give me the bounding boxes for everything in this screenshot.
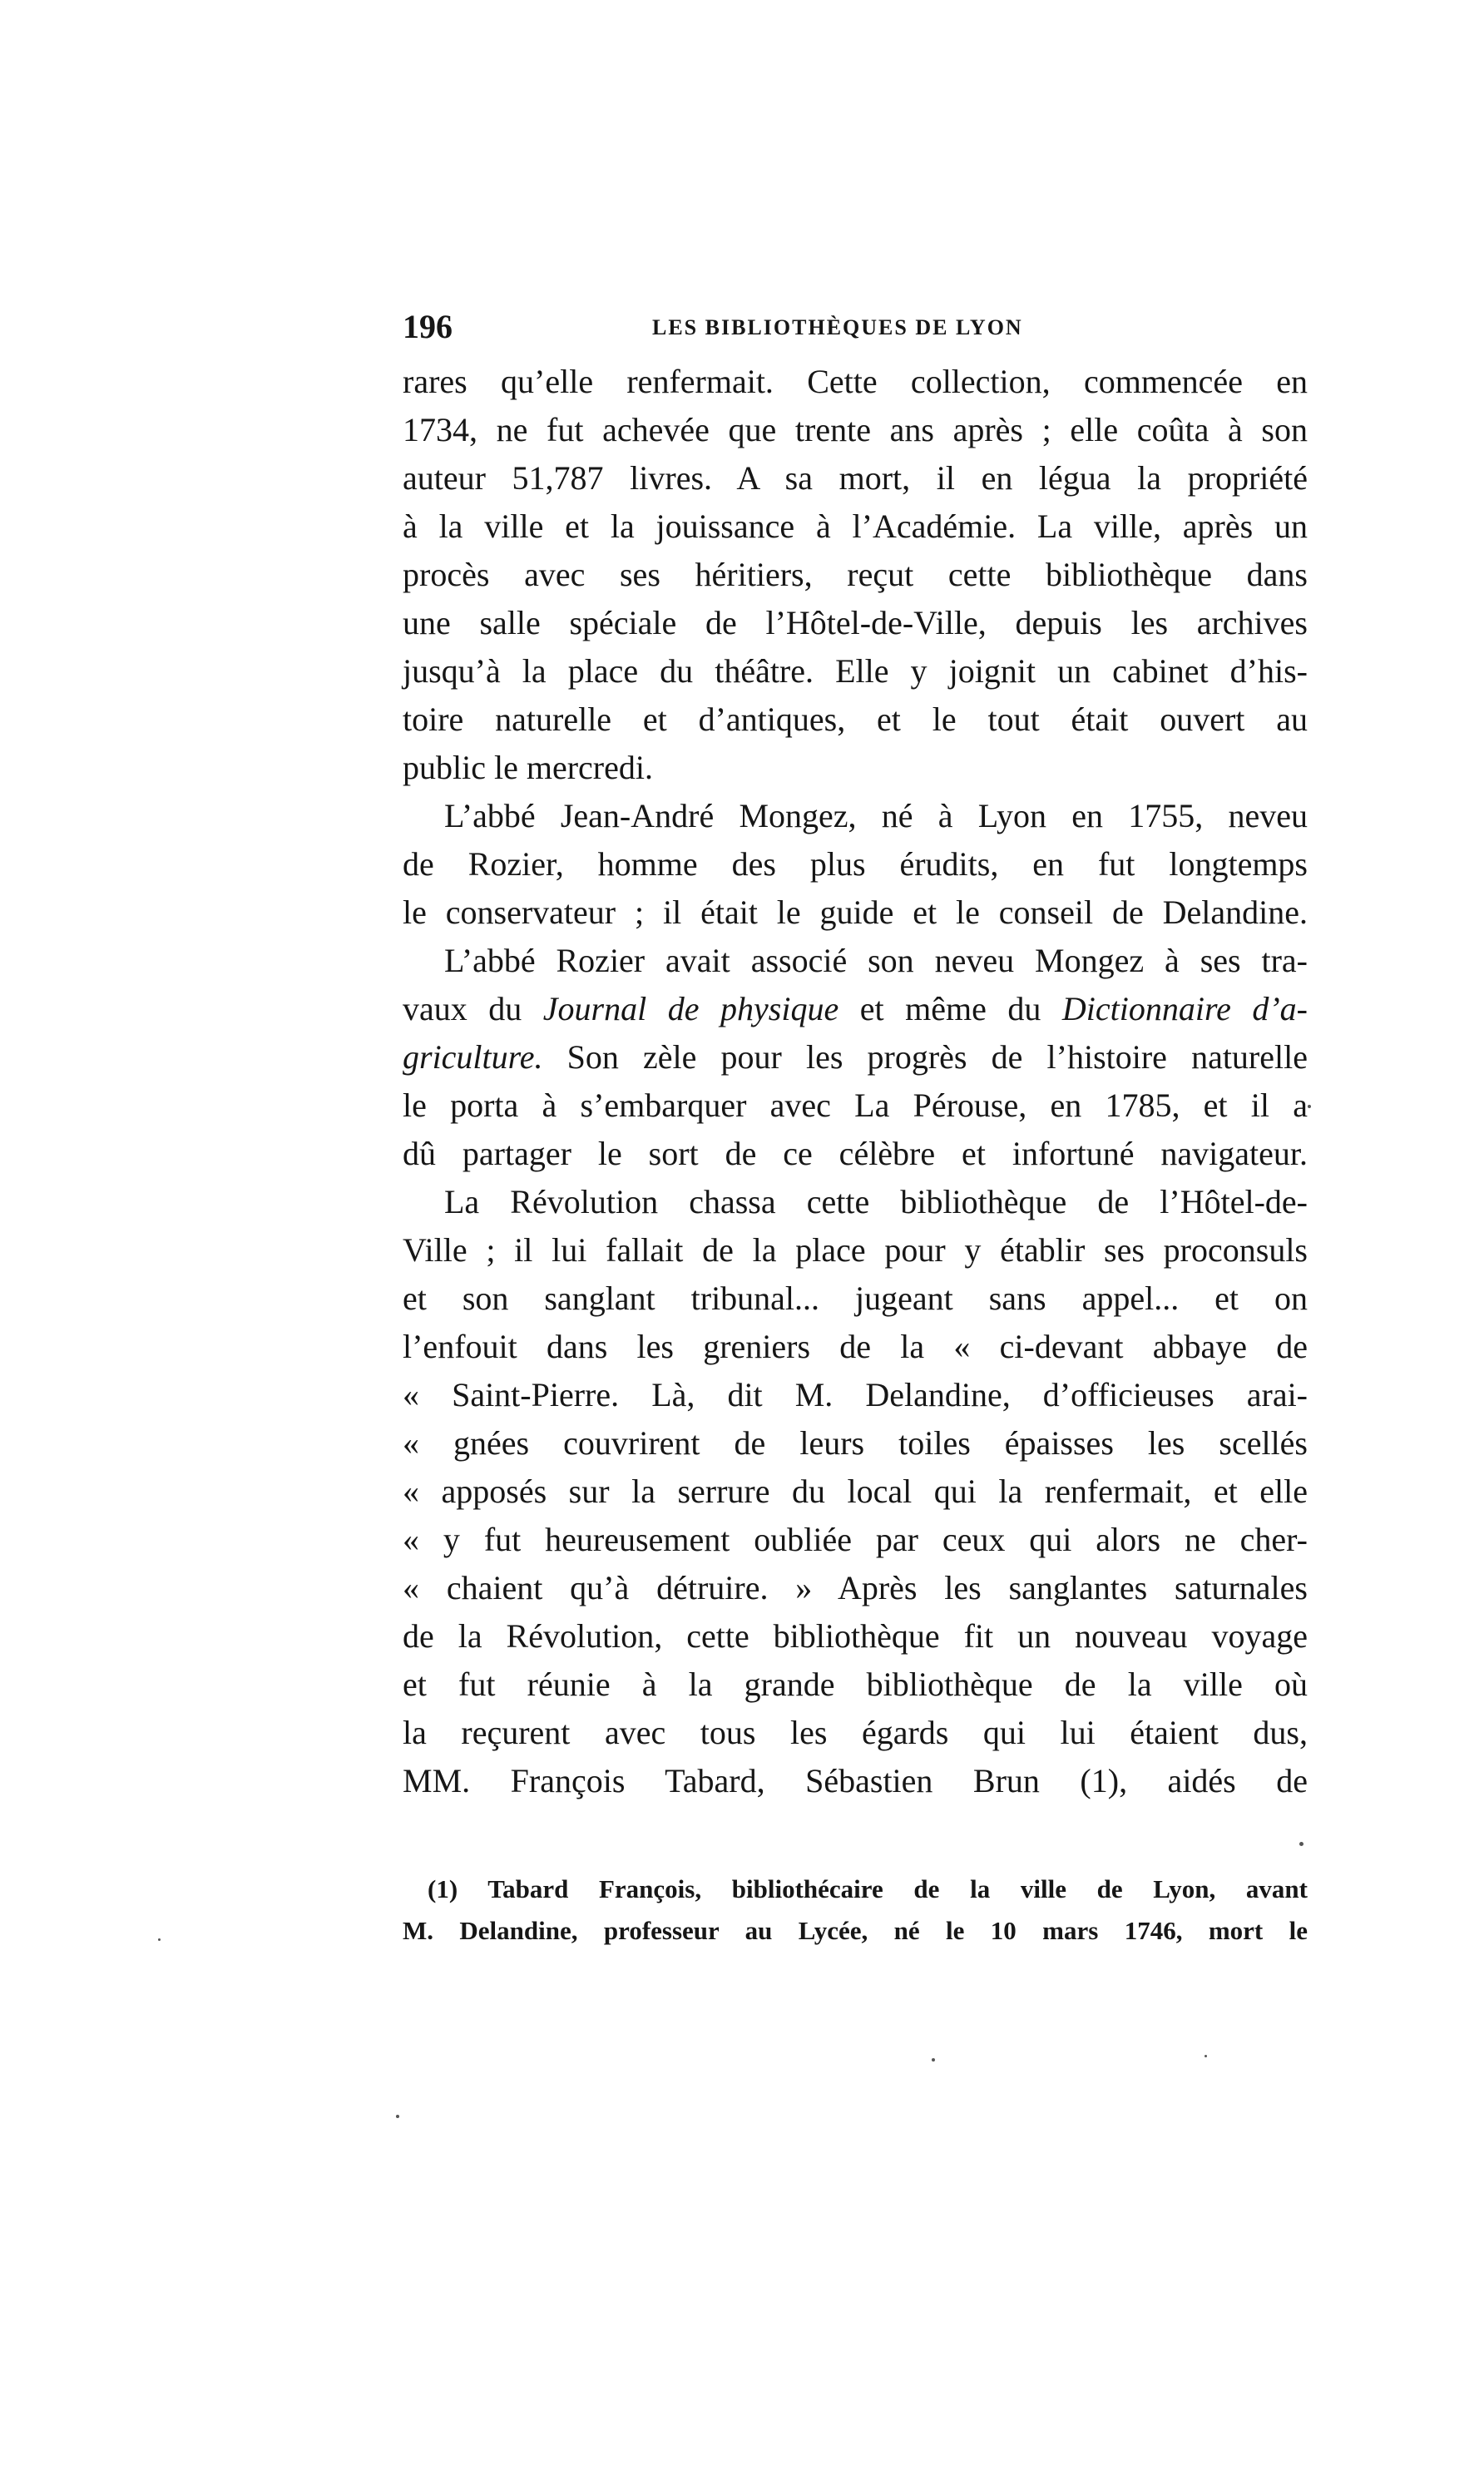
text-line: le porta à s’embarquer avec La Pérouse, en 1785, et il a <box>403 1086 1308 1124</box>
text-line: public le mercredi. <box>403 749 653 786</box>
text-line: L’abbé Rozier avait associé son neveu Mongez à ses tra- <box>444 942 1308 979</box>
text-line: de Rozier, homme des plus érudits, en fut longtemps <box>403 845 1308 883</box>
text-line: et fut réunie à la grande bibliothèque de la ville où <box>403 1666 1308 1703</box>
page-header <box>403 306 1308 348</box>
footnote <box>403 1869 1308 1952</box>
text-line: de la Révolution, cette bibliothèque fit un nouveau voyage <box>403 1617 1308 1655</box>
text-line: La Révolution chassa cette bibliothèque de l’Hôtel-de- <box>444 1183 1308 1220</box>
scan-speck <box>1308 1105 1311 1108</box>
text-line: « chaient qu’à détruire. » Après les sanglantes saturnales <box>403 1569 1308 1606</box>
text-line: à la ville et la jouissance à l’Académie. La ville, après un <box>403 507 1308 545</box>
text-line: procès avec ses héritiers, reçut cette bibliothèque dans <box>403 556 1308 593</box>
text-line: L’abbé Jean-André Mongez, né à Lyon en 1755, neveu <box>444 797 1308 834</box>
scan-speck <box>1299 1842 1303 1846</box>
text-line: Ville ; il lui fallait de la place pour y établir ses proconsuls <box>403 1231 1308 1269</box>
text-line: toire naturelle et d’antiques, et le tout était ouvert au <box>403 700 1308 738</box>
text-line: le conservateur ; il était le guide et le conseil de Delandine. <box>403 893 1308 931</box>
text-line: jusqu’à la place du théâtre. Elle y joignit un cabinet d’his- <box>403 652 1308 690</box>
text-line: MM. François Tabard, Sébastien Brun (1), aidés de <box>403 1762 1308 1799</box>
text-line: la reçurent avec tous les égards qui lui étaient dus, <box>403 1714 1308 1751</box>
text-line: « gnées couvrirent de leurs toiles épaisses les scellés <box>403 1424 1308 1462</box>
text-line: dû partager le sort de ce célèbre et infortuné navigateur. <box>403 1135 1308 1172</box>
scan-speck <box>1205 2055 1207 2057</box>
text-line: une salle spéciale de l’Hôtel-de-Ville, depuis les archives <box>403 604 1308 641</box>
text-line: l’enfouit dans les greniers de la « ci-devant abbaye de <box>403 1328 1308 1365</box>
footnote-line: (1) Tabard François, bibliothécaire de la ville de Lyon, avant <box>428 1874 1308 1903</box>
scan-speck <box>158 1938 161 1941</box>
text-line: auteur 51,787 livres. A sa mort, il en légua la propriété <box>403 459 1308 497</box>
text-line: « y fut heureusement oubliée par ceux qui alors ne cher- <box>403 1521 1308 1558</box>
running-head: LES BIBLIOTHÈQUES DE LYON <box>652 315 1023 339</box>
text-line: 1734, ne fut achevée que trente ans après ; elle coûta à son <box>403 411 1308 448</box>
scan-speck <box>932 2058 935 2062</box>
body-text <box>403 358 1308 1805</box>
text-line: rares qu’elle renfermait. Cette collection, commencée en <box>403 363 1308 400</box>
footnote-line: M. Delandine, professeur au Lycée, né le 10 mars 1746, mort le <box>403 1916 1308 1945</box>
text-line: « apposés sur la serrure du local qui la renfermait, et elle <box>403 1473 1308 1510</box>
text-line: vaux du Journal de physique et même du Dictionnaire d’a- <box>403 990 1308 1027</box>
text-line: et son sanglant tribunal... jugeant sans appel... et on <box>403 1280 1308 1317</box>
scan-speck <box>396 2115 399 2118</box>
page-number: 196 <box>403 308 453 345</box>
text-line: « Saint-Pierre. Là, dit M. Delandine, d’officieuses arai- <box>403 1376 1308 1413</box>
text-line: griculture. Son zèle pour les progrès de l’histoire naturelle <box>403 1038 1308 1076</box>
